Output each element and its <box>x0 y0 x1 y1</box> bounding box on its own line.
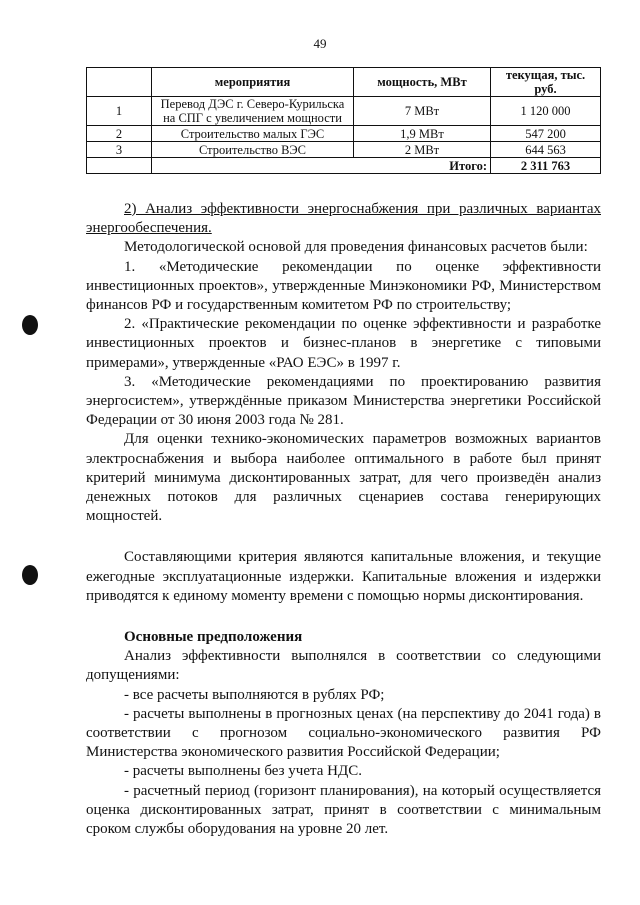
table-row <box>87 97 601 126</box>
total-label: Итого: <box>152 158 491 174</box>
header-power: мощность, МВт <box>354 68 491 97</box>
row-cost: 1 120 000 <box>491 97 601 126</box>
components-paragraph: Составляющими критерия являются капитальные вложения, и текущие ежегодные эксплуатационные издержки. Капитальные вложения и издержки приводятся к единому моменту времени с помощью нормы дисконтирования. <box>86 549 601 604</box>
header-number <box>87 68 152 97</box>
section-heading: 2) Анализ эффективности энергоснабжения при различных вариантах энергообеспечения. <box>86 201 601 237</box>
cost-table <box>86 67 601 174</box>
binder-hole <box>22 315 38 335</box>
methodology-item-3: 3. «Методические рекомендациями по проектированию развития энергосистем», утверждённые приказом Министерства энергетики Российской Федерации от 30 июня 2003 года № 281. <box>86 373 601 429</box>
row-number: 3 <box>87 142 152 158</box>
table-row <box>87 142 601 158</box>
row-cost: 644 563 <box>491 142 601 158</box>
row-activity: Строительство малых ГЭС <box>152 126 354 142</box>
row-activity: Строительство ВЭС <box>152 142 354 158</box>
methodology-intro: Методологической основой для проведения финансовых расчетов были: <box>124 239 588 256</box>
assumptions-intro: Анализ эффективности выполнялся в соответствии со следующими допущениями: <box>86 648 601 684</box>
total-empty-cell <box>87 158 152 174</box>
table-header-row <box>87 68 601 97</box>
assumption-item: - расчеты выполнены без учета НДС. <box>124 763 362 780</box>
assumption-item: - все расчеты выполняются в рублях РФ; <box>124 686 385 703</box>
row-activity: Перевод ДЭС г. Северо-Курильска на СПГ с увеличением мощности <box>152 97 354 126</box>
row-power: 2 МВт <box>354 142 491 158</box>
total-value: 2 311 763 <box>491 158 601 174</box>
assumptions-heading: Основные предположения <box>124 629 303 646</box>
header-activity: мероприятия <box>152 68 354 97</box>
methodology-item-2: 2. «Практические рекомендации по оценке эффективности и разработке инвестиционных проектов и бизнес-планов в энергетике с типовыми примерами», утвержденные «РАО ЕЭС» в 1997 г. <box>86 316 601 371</box>
header-cost: текущая, тыс. руб. <box>491 68 601 97</box>
row-power: 1,9 МВт <box>354 126 491 142</box>
binder-hole <box>22 565 38 585</box>
spacer <box>86 606 601 628</box>
row-number: 1 <box>87 97 152 126</box>
criteria-paragraph: Для оценки технико-экономических параметров возможных вариантов электроснабжения и выбора наиболее оптимального в работе был принят критерий минимума дисконтированных затрат, для чего произведён анализ денежных потоков для различных сценариев состава генерирующих мощностей. <box>86 431 601 525</box>
document-body <box>86 200 601 839</box>
table-row <box>87 126 601 142</box>
row-cost: 547 200 <box>491 126 601 142</box>
spacer <box>86 526 601 548</box>
row-number: 2 <box>87 126 152 142</box>
methodology-item-1: 1. «Методические рекомендации по оценке эффективности инвестиционных проектов», утвержденные Минэкономики РФ, Министерством финансов РФ и государственным комитетом РФ по строительству; <box>86 258 601 314</box>
assumption-item: - расчеты выполнены в прогнозных ценах (на перспективу до 2041 года) в соответствии с прогнозом социально-экономического развития РФ Министерства экономического развития Российской Федерации; <box>86 705 601 761</box>
table-total-row <box>87 158 601 174</box>
page-number: 49 <box>313 36 327 51</box>
assumption-item: - расчетный период (горизонт планирования), на который осуществляется оценка дисконтированных затрат, принят в соответствии с минимальным сроком службы оборудования на уровне 20 лет. <box>86 782 601 838</box>
row-power: 7 МВт <box>354 97 491 126</box>
